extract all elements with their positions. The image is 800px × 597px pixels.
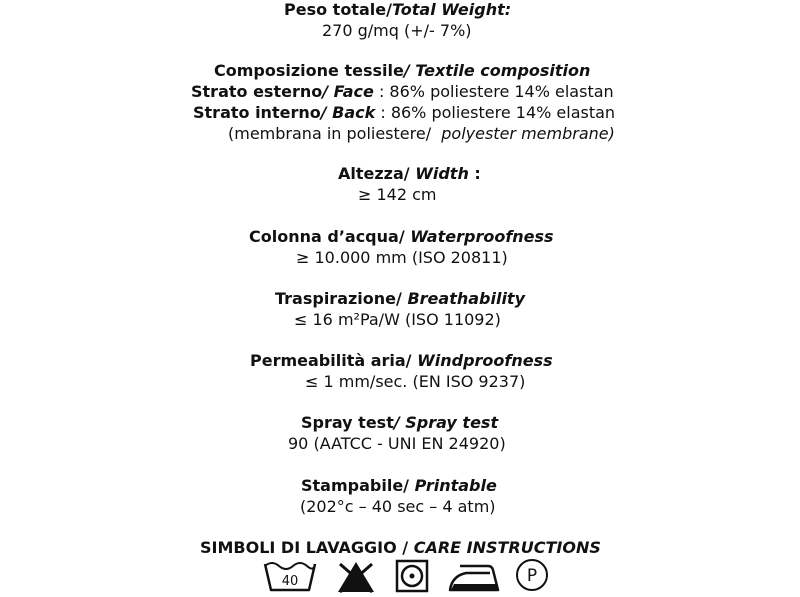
wash-40-icon [262, 558, 318, 594]
width-label-en: Width [415, 164, 469, 183]
weight-value: 270 g/mq (+/- 7%) [322, 21, 472, 40]
spray-label-it: Spray test [301, 413, 394, 432]
spray-title [301, 413, 498, 433]
weight-label-it: Peso totale/ [284, 0, 392, 19]
windproof-label-it: Permeabilità aria/ [250, 351, 412, 370]
care-label-it: SIMBOLI DI LAVAGGIO / [200, 538, 409, 557]
windproof-title [250, 351, 553, 371]
care-label-en: CARE INSTRUCTIONS [413, 538, 601, 557]
composition-label-it: Composizione tessile [214, 61, 404, 80]
composition-label-en: / Textile composition [403, 61, 591, 80]
iron-icon [446, 558, 502, 594]
width-value: ≥ 142 cm [358, 185, 437, 204]
waterproof-label-it: Colonna d’acqua/ [249, 227, 405, 246]
width-label-it: Altezza/ [338, 164, 410, 183]
tumble-dry-icon [394, 558, 430, 594]
no-bleach-icon [334, 558, 378, 594]
dry-clean-p-icon [514, 558, 550, 594]
breathability-label-en: Breathability [407, 289, 526, 308]
waterproof-label-en: Waterproofness [410, 227, 554, 246]
spray-label-en: / Spray test [393, 413, 499, 432]
printable-label-en: Printable [414, 476, 497, 495]
width-title [338, 164, 481, 184]
care-title [200, 538, 601, 558]
composition-title [214, 61, 590, 81]
composition-membrane [228, 124, 615, 144]
waterproof-value: ≥ 10.000 mm (ISO 20811) [296, 248, 508, 267]
waterproof-title [249, 227, 554, 247]
printable-value: (202°c – 40 sec – 4 atm) [300, 497, 496, 516]
composition-outer [191, 82, 614, 102]
inner-label-en: / Back [320, 103, 376, 122]
breathability-value: ≤ 16 m²Pa/W (ISO 11092) [294, 310, 501, 329]
outer-label-it: Strato esterno [191, 82, 323, 101]
outer-label-en: / Face [322, 82, 374, 101]
breathability-label-it: Traspirazione/ [275, 289, 402, 308]
dry-clean-letter: P [526, 566, 538, 586]
wash-temp-label: 40 [281, 574, 299, 589]
width-colon: : [474, 164, 481, 183]
printable-title [301, 476, 497, 496]
outer-value: : 86% poliestere 14% elastan [378, 82, 614, 101]
printable-label-it: Stampabile/ [301, 476, 410, 495]
inner-label-it: Strato interno [193, 103, 321, 122]
membrane-it: (membrana in poliestere/ [228, 124, 432, 143]
composition-inner [193, 103, 615, 123]
windproof-label-en: Windproofness [417, 351, 553, 370]
spray-value: 90 (AATCC - UNI EN 24920) [288, 434, 506, 453]
weight-title [284, 0, 511, 20]
care-icons [262, 558, 562, 596]
membrane-en: polyester membrane) [441, 124, 615, 143]
windproof-value: ≤ 1 mm/sec. (EN ISO 9237) [305, 372, 526, 391]
weight-label-en: Total Weight: [391, 0, 512, 19]
breathability-title [275, 289, 525, 309]
inner-value: : 86% poliestere 14% elastan [380, 103, 616, 122]
